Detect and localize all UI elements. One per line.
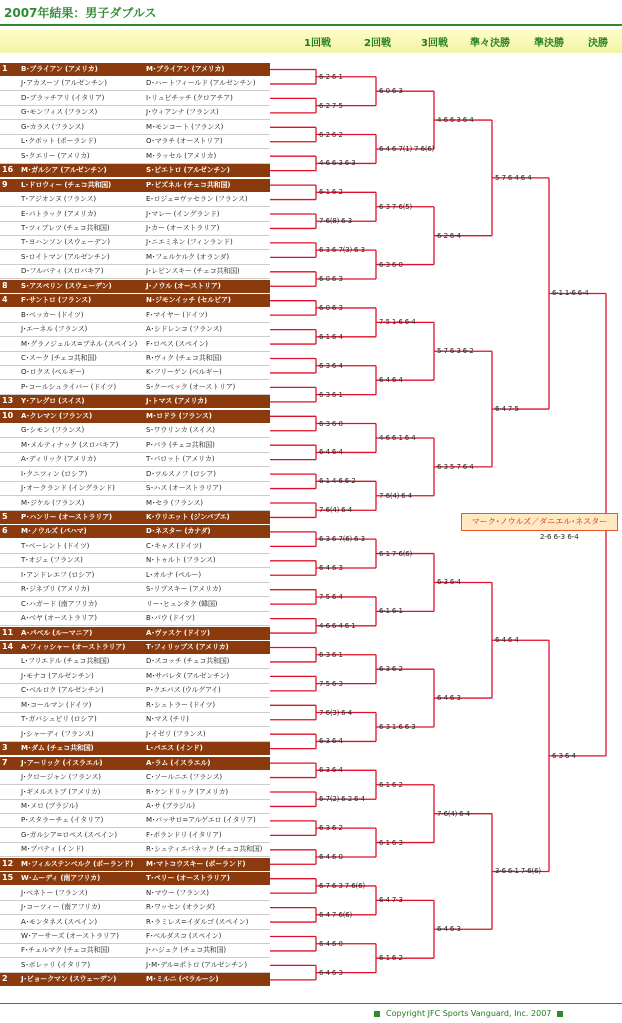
player-name: S･アスペリン (スウェーデン)	[21, 281, 112, 290]
player-name: C･ベルロク (アルゼンチン)	[21, 686, 104, 695]
partner-name: R･シュトラー (ドイツ)	[146, 700, 215, 709]
player-name: P･スタラーチェ (イタリア)	[21, 816, 104, 825]
footer	[368, 1009, 569, 1018]
player-name: P･コールシュライバー (ドイツ)	[21, 382, 116, 391]
partner-name: A･ラム (イスラエル)	[146, 758, 211, 767]
partner-name: S･クーベック (オーストリア)	[146, 382, 236, 391]
partner-name: J･M･デル=ポトロ (アルゼンチン)	[146, 960, 247, 969]
match-score: 6-4 7-3	[379, 896, 403, 905]
partner-name: リー･ヒュンタク (韓国)	[146, 599, 218, 608]
partner-name: J･カー (オーストラリア)	[146, 223, 220, 232]
round-label-r3: 3回戦	[421, 38, 448, 49]
partner-name: P･ビズネル (チェコ共和国)	[146, 180, 231, 189]
partner-name: D･ネスター (カナダ)	[146, 527, 211, 536]
match-score: 7-5 6-3	[319, 679, 343, 688]
seed-number: 8	[2, 280, 8, 290]
seed-number: 11	[2, 627, 14, 637]
partner-name: S･ワウリンカ (スイス)	[146, 426, 215, 435]
partner-name: T･パロット (アメリカ)	[146, 455, 215, 464]
round-label-qf: 準々決勝	[470, 38, 510, 49]
partner-name: O･マラチ (オーストリア)	[146, 137, 223, 146]
partner-name: R･シュティエパネック (チェコ共和国)	[146, 845, 263, 854]
partner-name: R･ヴィク (チェコ共和国)	[146, 354, 222, 362]
player-name: A･ディリック (アメリカ)	[21, 455, 96, 464]
match-score: 4-6 6-3 6-4	[437, 116, 474, 125]
match-score: 7-6(4) 6-4	[437, 809, 471, 818]
partner-name: M･サバレタ (アルゼンチン)	[146, 671, 229, 680]
player-name: J･オークランド (イングランド)	[21, 484, 115, 493]
partner-name: D･ハートフィールド (アルゼンチン)	[146, 79, 256, 88]
player-name: M･ノウルズ (バハマ)	[21, 527, 87, 536]
seed-number: 14	[2, 642, 14, 651]
partner-name: T･ペリー (オーストラリア)	[146, 874, 230, 883]
partner-name: R･ラミレス=イダルゴ (スペイン)	[146, 917, 249, 926]
match-score: 6-1 1-6 6-4	[552, 289, 589, 298]
player-name: B･ブライアン (アメリカ)	[21, 65, 98, 73]
seed-number: 3	[2, 743, 8, 753]
partner-name: A･ヴァスケ (ドイツ)	[146, 628, 210, 637]
player-name: C･スーク (チェコ共和国)	[21, 354, 97, 362]
player-name: L･フリエドル (チェコ共和国)	[21, 657, 110, 666]
player-name: Y･アレグロ (スイス)	[21, 397, 85, 406]
player-name: J･アカスーソ (アルゼンチン)	[21, 79, 107, 88]
partner-name: F･マイヤー (ドイツ)	[146, 310, 208, 319]
partner-name: T･フィリップス (アメリカ)	[146, 643, 229, 651]
partner-name: C･キャス (ドイツ)	[146, 541, 202, 550]
match-score: 4-6 6-4 6-1	[319, 621, 356, 630]
player-name: T･ガバシュビリ (ロシア)	[21, 715, 97, 724]
player-name: M･ダム (チェコ共和国)	[21, 744, 94, 753]
match-score: 6-4 6-3	[437, 925, 461, 934]
match-score: 6-1 7-6(6)	[379, 549, 413, 558]
match-score: 6-4 6-7(1) 7-6(6)	[379, 144, 435, 153]
partner-name: D･ツルスノフ (ロシア)	[146, 469, 216, 478]
partner-name: L･オルナ (ペルー)	[146, 570, 201, 579]
footer-square-icon	[374, 1011, 380, 1017]
match-score: 6-4 6-0	[319, 939, 343, 948]
round-label-r2: 2回戦	[364, 38, 391, 49]
match-score: 6-3 6-2	[379, 665, 403, 674]
copyright-text: Copyright JFC Sports Vanguard, Inc. 2007	[386, 1009, 552, 1018]
player-name: A･パベル (ルーマニア)	[21, 628, 93, 637]
partner-name: A･サ (ブラジル)	[146, 801, 195, 810]
player-name: M･グラノジェルス=ブネル (スペイン)	[21, 339, 137, 348]
partner-name: M･セラ (フランス)	[146, 498, 203, 507]
match-score: 6-2 6-2	[319, 130, 343, 139]
partner-name: F･ロペス (スペイン)	[146, 339, 208, 348]
round-label-sf: 準決勝	[534, 38, 564, 49]
match-score: 6-1 6-2	[319, 188, 343, 197]
seed-number: 4	[2, 295, 8, 305]
final-score: 2-6 6-3 6-4	[540, 533, 579, 541]
match-score: 6-4 6-4	[319, 448, 343, 457]
partner-name: F･ベルダスコ (スペイン)	[146, 932, 222, 940]
seed-number: 2	[2, 974, 8, 984]
player-name: E･バトラック (アメリカ)	[21, 209, 97, 218]
player-name: M･ジケル (フランス)	[21, 498, 85, 507]
seed-number: 9	[2, 179, 8, 189]
match-score: 6-4 6-3	[437, 694, 461, 703]
player-name: R･ジネプリ (アメリカ)	[21, 585, 90, 594]
partner-name: J･ウィアンナ (フランス)	[146, 108, 219, 117]
player-name: A･モンタネス (スペイン)	[21, 917, 97, 926]
match-score: 4-6 6-3 6-3	[319, 159, 356, 168]
player-name: S･クエリー (アメリカ)	[21, 151, 90, 160]
player-name: D･フルバティ (スロバキア)	[21, 267, 104, 276]
player-name: J･ギメルストブ (アメリカ)	[21, 787, 101, 796]
player-name: J･モナコ (アルゼンチン)	[21, 671, 94, 680]
match-score: 6-3 6-4	[319, 361, 343, 370]
player-name: L･ドロウィー (チェコ共和国)	[21, 180, 111, 189]
player-name: G･カラス (フランス)	[21, 122, 84, 131]
player-name: B･ベッカー (ドイツ)	[21, 310, 84, 319]
player-name: J･シャーディ (フランス)	[21, 729, 94, 738]
match-score: 6-0 6-3	[319, 303, 343, 312]
partner-name: N･ジモンイッチ (セルビア)	[146, 296, 231, 305]
partner-name: J･レビンスキー (チェコ共和国)	[146, 267, 240, 276]
match-score: 6-3 6-4	[552, 751, 576, 760]
partner-name: J･トマス (アメリカ)	[146, 397, 208, 406]
match-score: 6-3 5-7 6-4	[437, 462, 474, 471]
player-name: F･チェルマク (チェコ共和国)	[21, 946, 110, 955]
match-score: 7-6(4) 6-4	[319, 506, 353, 515]
match-score: 6-4 6-0	[319, 853, 343, 862]
match-score: 6-3 6-4	[319, 766, 343, 775]
player-name: G･モンフィス (フランス)	[21, 108, 98, 117]
partner-name: R･ケンドリック (アメリカ)	[146, 787, 228, 796]
player-name: L･クボット (ポーランド)	[21, 137, 97, 146]
match-score: 6-4 6-4	[495, 636, 519, 645]
player-name: J･ベネトー (フランス)	[21, 888, 88, 897]
player-name: J･コーツィー (南アフリカ)	[21, 903, 101, 912]
player-name: G･シモン (フランス)	[21, 426, 85, 435]
round-label-r1: 1回戦	[304, 38, 331, 49]
player-name: D･ブラッチアリ (イタリア)	[21, 93, 105, 102]
match-score: 6-4 6-3	[319, 968, 343, 977]
match-score: 6-1 6-4	[319, 332, 343, 341]
match-score: 6-3 6-7(6) 6-3	[319, 535, 365, 544]
player-name: A･クレマン (フランス)	[21, 411, 92, 420]
partner-name: S･ハス (オーストラリア)	[146, 484, 222, 493]
match-score: 5-7 6-4 6-4	[495, 173, 532, 182]
player-name: W･アーサーズ (オーストラリア)	[21, 932, 119, 940]
seed-number: 16	[2, 165, 14, 175]
partner-name: R･ワッセン (オランダ)	[146, 903, 215, 912]
seed-number: 13	[2, 396, 14, 406]
match-score: 3-6 6-1 7-6(6)	[495, 867, 541, 876]
player-name: T･ツィブレツ (チェコ共和国)	[21, 223, 110, 232]
match-score: 6-0 6-3	[379, 87, 403, 96]
partner-name: J･ノウル (オーストリア)	[146, 281, 221, 290]
match-score: 6-3 1-6 6-3	[379, 722, 416, 731]
player-name: M･フィルステンベルク (ポーランド)	[21, 859, 134, 868]
partner-name: M･モンコート (フランス)	[146, 122, 224, 131]
player-name: T･ヨハンソン (スウェーデン)	[21, 238, 110, 247]
match-score: 6-3 6-4	[319, 737, 343, 746]
player-name: M･ガルシア (アルゼンチン)	[21, 166, 107, 175]
round-label-final: 決勝	[588, 38, 608, 49]
match-score: 6-7 6-3 7-6(6)	[319, 881, 365, 890]
match-score: 5-7 6-3 6-2	[437, 347, 474, 356]
player-name: S･ロイトマン (アルゼンチン)	[21, 252, 110, 261]
partner-name: J･ニエミネン (フィンランド)	[146, 238, 233, 247]
partner-name: L･パエス (インド)	[146, 744, 203, 753]
partner-name: M･ラッセル (アメリカ)	[146, 151, 216, 160]
player-name: O･ロクス (ベルギー)	[21, 368, 85, 377]
partner-name: P･パラ (チェコ共和国)	[146, 440, 215, 449]
match-score: 6-3 7-6(5)	[379, 202, 413, 211]
match-score: 6-0 6-3	[319, 275, 343, 284]
partner-name: C･ソールニエ (フランス)	[146, 773, 222, 782]
player-name: M･メルティナック (スロバキア)	[21, 440, 119, 449]
partner-name: E･ロジェ=ヴァセラン (フランス)	[146, 195, 248, 204]
match-score: 6-3 6-4	[437, 578, 461, 587]
player-name: P･ハンリー (オーストラリア)	[21, 512, 112, 521]
player-name: M･メロ (ブラジル)	[21, 801, 78, 810]
player-name: F･サントロ (フランス)	[21, 296, 91, 305]
match-score: 7-5 1-6 6-4	[379, 318, 416, 327]
match-score: 6-3 6-0	[319, 419, 343, 428]
player-name: M･コールマン (ドイツ)	[21, 700, 92, 709]
partner-name: S･ピエトロ (アルゼンチン)	[146, 166, 230, 175]
partner-name: M･フェルケルク (オランダ)	[146, 252, 229, 261]
match-score: 6-2 6-4	[437, 231, 461, 240]
partner-name: M･ミルニ (ベラルーシ)	[146, 975, 219, 984]
player-name: I･アンドレエフ (ロシア)	[21, 570, 95, 579]
partner-name: M･ブライアン (アメリカ)	[146, 65, 225, 73]
player-name: J･エーネル (フランス)	[21, 325, 88, 334]
match-score: 6-1 6-3	[379, 838, 403, 847]
partner-name: A･シドレンコ (フランス)	[146, 325, 222, 334]
match-score: 7-6(4) 6-4	[379, 491, 413, 500]
match-score: 6-4 7-6(6)	[319, 910, 353, 919]
seed-number: 15	[2, 873, 14, 883]
match-score: 6-4 6-3	[319, 564, 343, 573]
match-score: 6-1 4-6 6-2	[319, 477, 356, 486]
partner-name: F･ボランドリ (イタリア)	[146, 830, 222, 839]
seed-number: 5	[2, 511, 8, 521]
seed-number: 7	[2, 757, 8, 767]
player-name: T･ベーレント (ドイツ)	[21, 541, 90, 550]
match-score: 6-1 6-2	[379, 780, 403, 789]
player-name: T･オジェ (フランス)	[21, 556, 83, 565]
partner-name: N･マウー (フランス)	[146, 888, 209, 897]
match-score: 6-4 7-5	[495, 405, 519, 414]
match-score: 7-5 6-4	[319, 592, 343, 601]
match-score: 6-1 6-1	[379, 607, 403, 616]
partner-name: I･リュビチッチ (クロアチア)	[146, 93, 233, 102]
footer-square-icon	[557, 1011, 563, 1017]
seed-number: 1	[2, 64, 8, 73]
match-score: 6-3 6-1	[319, 390, 343, 399]
partner-name: M･バッサロ=アルゲエロ (イタリア)	[146, 816, 256, 825]
partner-name: D･スコッチ (チェコ共和国)	[146, 657, 230, 666]
player-name: A･ベヤ (オーストラリア)	[21, 614, 97, 623]
player-name: I･クニツィン (ロシア)	[21, 469, 88, 478]
player-name: J･アーリック (イスラエル)	[21, 758, 103, 767]
match-score: 7-6(8) 6-3	[319, 217, 353, 226]
seed-number: 6	[2, 526, 8, 536]
partner-name: K･フリーゲン (ベルギー)	[146, 368, 222, 377]
match-score: 6-3 6-7(3) 6-3	[319, 246, 365, 255]
player-name: M･ブパティ (インド)	[21, 845, 84, 854]
footer-divider	[0, 1003, 622, 1004]
page-title: 2007年結果：男子ダブルス	[4, 6, 157, 20]
player-name: G･ガルシア=ロペス (スペイン)	[21, 830, 117, 839]
player-name: S･ボレッリ (イタリア)	[21, 960, 90, 969]
partner-name: M･マトコウスキー (ポーランド)	[146, 859, 246, 868]
player-name: C･ハガード (南アフリカ)	[21, 599, 97, 608]
partner-name: S･リプスキー (アメリカ)	[146, 585, 222, 594]
match-score: 6-3 6-1	[319, 650, 343, 659]
match-score: 6-4 6-4	[379, 376, 403, 385]
partner-name: P･クエバス (ウルグアイ)	[146, 686, 221, 695]
match-score: 6-1 6-2	[379, 954, 403, 963]
partner-name: J･イゼリ (フランス)	[146, 729, 206, 738]
partner-name: J･ハジェク (チェコ共和国)	[146, 946, 226, 955]
champion-box: マーク･ノウルズ／ダニエル･ネスター	[461, 513, 618, 531]
seed-number: 10	[2, 410, 14, 420]
player-name: T･アジオンヌ (フランス)	[21, 195, 96, 204]
match-score: 6-3 6-2	[319, 824, 343, 833]
partner-name: N･トゥルト (フランス)	[146, 556, 216, 565]
match-score: 6-7(2) 6-2 6-4	[319, 795, 365, 804]
seed-number: 12	[2, 858, 14, 868]
match-score: 4-6 6-1 6-4	[379, 433, 416, 442]
player-name: J･クロージャン (フランス)	[21, 773, 101, 782]
partner-name: J･マレー (イングランド)	[146, 209, 220, 218]
match-score: 6-2 7-5	[319, 101, 343, 110]
partner-name: M･ロドラ (フランス)	[146, 411, 212, 420]
match-score: 6-2 6-1	[319, 72, 343, 81]
player-name: J･ビョークマン (スウェーデン)	[21, 975, 117, 984]
partner-name: N･マス (チリ)	[146, 715, 189, 724]
match-score: 7-6(3) 6-4	[319, 708, 353, 717]
player-name: A･フィッシャー (オーストラリア)	[21, 643, 126, 651]
player-name: W･ムーディ (南アフリカ)	[21, 874, 100, 883]
match-score: 6-3 6-0	[379, 260, 403, 269]
partner-name: K･ウリエット (ジンバブエ)	[146, 512, 230, 521]
partner-name: B･バウ (ドイツ)	[146, 614, 195, 623]
